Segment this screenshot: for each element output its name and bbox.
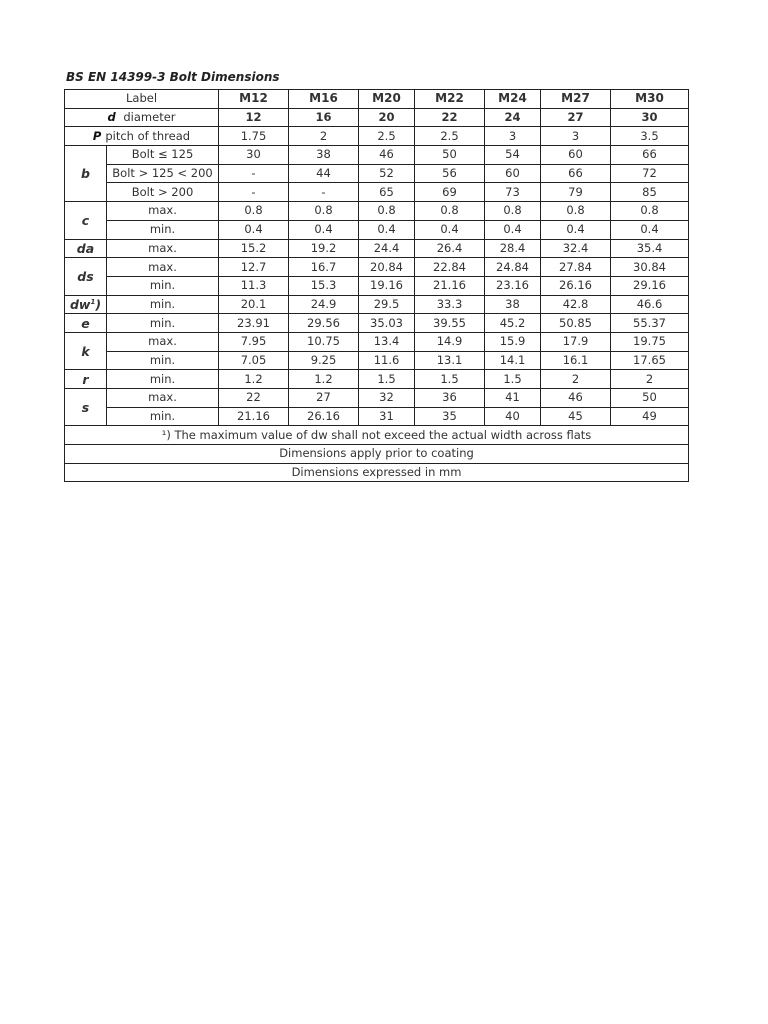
table-cell: 2.5: [415, 127, 485, 146]
row-sublabel: max.: [107, 258, 219, 277]
row-symbol: r: [65, 370, 107, 389]
table-cell: 38: [485, 295, 541, 314]
table-cell: 33.3: [415, 295, 485, 314]
row-symbol: da: [65, 239, 107, 258]
table-cell: 45.2: [485, 314, 541, 333]
row-symbol: k: [65, 332, 107, 369]
row-symbol: e: [65, 314, 107, 333]
table-cell: 1.5: [359, 370, 415, 389]
row-symbol: s: [65, 389, 107, 426]
table-cell: 0.8: [359, 202, 415, 221]
table-cell: 7.05: [219, 351, 289, 370]
note-row: [65, 445, 689, 464]
table-cell: 36: [415, 389, 485, 408]
table-cell: 17.65: [611, 351, 689, 370]
table-cell: 16: [289, 108, 359, 127]
size-header: M30: [611, 90, 689, 109]
table-cell: 17.9: [541, 332, 611, 351]
table-cell: 49: [611, 407, 689, 426]
table-cell: 2: [541, 370, 611, 389]
table-cell: 22.84: [415, 258, 485, 277]
row-sublabel: max.: [107, 239, 219, 258]
row-sublabel: max.: [107, 389, 219, 408]
table-row: [65, 258, 689, 277]
row-symbol: [65, 295, 107, 314]
table-cell: 0.8: [415, 202, 485, 221]
table-cell: 13.1: [415, 351, 485, 370]
table-cell: 50: [611, 389, 689, 408]
table-row: [65, 220, 689, 239]
row-sublabel: Bolt ≤ 125: [107, 146, 219, 165]
table-cell: 66: [541, 164, 611, 183]
note-text: Dimensions apply prior to coating: [65, 445, 689, 464]
table-cell: 27: [289, 389, 359, 408]
table-cell: 0.8: [485, 202, 541, 221]
row-desc: diameter: [123, 110, 176, 125]
table-row: [65, 239, 689, 258]
table-cell: 7.95: [219, 332, 289, 351]
row-label: [65, 108, 219, 127]
table-cell: -: [289, 183, 359, 202]
table-cell: 19.2: [289, 239, 359, 258]
table-cell: 15.9: [485, 332, 541, 351]
table-row: [65, 164, 689, 183]
table-cell: 69: [415, 183, 485, 202]
table-cell: 3: [485, 127, 541, 146]
table-cell: 0.4: [219, 220, 289, 239]
footnote-marker: 1: [90, 297, 96, 306]
table-cell: 24: [485, 108, 541, 127]
table-row: [65, 202, 689, 221]
table-cell: 9.25: [289, 351, 359, 370]
table-cell: 16.7: [289, 258, 359, 277]
table-cell: 79: [541, 183, 611, 202]
size-header: M24: [485, 90, 541, 109]
table-cell: 30: [611, 108, 689, 127]
table-cell: 31: [359, 407, 415, 426]
note-text: Dimensions expressed in mm: [65, 463, 689, 482]
table-cell: 1.2: [289, 370, 359, 389]
table-cell: 21.16: [415, 276, 485, 295]
table-cell: 14.1: [485, 351, 541, 370]
table-cell: 46: [541, 389, 611, 408]
table-cell: 20.1: [219, 295, 289, 314]
size-header: M20: [359, 90, 415, 109]
table-cell: 20: [359, 108, 415, 127]
table-cell: 0.8: [219, 202, 289, 221]
table-row: [65, 389, 689, 408]
table-cell: 16.1: [541, 351, 611, 370]
table-cell: 10.75: [289, 332, 359, 351]
table-cell: 39.55: [415, 314, 485, 333]
table-cell: 15.2: [219, 239, 289, 258]
table-cell: 30.84: [611, 258, 689, 277]
row-sublabel: min.: [107, 351, 219, 370]
table-cell: 11.6: [359, 351, 415, 370]
table-cell: 42.8: [541, 295, 611, 314]
table-cell: 12.7: [219, 258, 289, 277]
row-sublabel: min.: [107, 295, 219, 314]
table-cell: 27.84: [541, 258, 611, 277]
row-sublabel: min.: [107, 276, 219, 295]
table-cell: 85: [611, 183, 689, 202]
row-symbol: d: [107, 110, 116, 125]
table-cell: 0.4: [611, 220, 689, 239]
table-cell: 0.4: [289, 220, 359, 239]
table-cell: 46.6: [611, 295, 689, 314]
table-cell: 26.16: [289, 407, 359, 426]
table-cell: 35.03: [359, 314, 415, 333]
table-cell: 0.4: [359, 220, 415, 239]
table-row: [65, 183, 689, 202]
row-sublabel: max.: [107, 202, 219, 221]
table-cell: 60: [485, 164, 541, 183]
row-sublabel: Bolt > 200: [107, 183, 219, 202]
table-cell: 1.5: [415, 370, 485, 389]
table-cell: 65: [359, 183, 415, 202]
table-cell: 2: [289, 127, 359, 146]
row-sublabel: max.: [107, 332, 219, 351]
size-header: M16: [289, 90, 359, 109]
table-cell: 73: [485, 183, 541, 202]
table-row: [65, 370, 689, 389]
table-cell: 29.56: [289, 314, 359, 333]
table-cell: 13.4: [359, 332, 415, 351]
table-cell: 26.4: [415, 239, 485, 258]
table-cell: 66: [611, 146, 689, 165]
table-cell: 0.4: [541, 220, 611, 239]
table-cell: 19.16: [359, 276, 415, 295]
table-cell: 32: [359, 389, 415, 408]
table-row: [65, 127, 689, 146]
table-cell: 11.3: [219, 276, 289, 295]
size-header: M12: [219, 90, 289, 109]
label-header: Label: [65, 90, 219, 109]
table-cell: 29.5: [359, 295, 415, 314]
row-sublabel: Bolt > 125 < 200: [107, 164, 219, 183]
table-cell: -: [219, 164, 289, 183]
table-cell: 1.5: [485, 370, 541, 389]
table-cell: 52: [359, 164, 415, 183]
table-cell: 54: [485, 146, 541, 165]
table-cell: 20.84: [359, 258, 415, 277]
table-cell: 12: [219, 108, 289, 127]
table-cell: 24.84: [485, 258, 541, 277]
table-cell: 32.4: [541, 239, 611, 258]
table-cell: 50.85: [541, 314, 611, 333]
page-title: BS EN 14399-3 Bolt Dimensions: [66, 70, 280, 84]
table-cell: 28.4: [485, 239, 541, 258]
table-cell: 35.4: [611, 239, 689, 258]
table-cell: 0.8: [289, 202, 359, 221]
table-cell: 23.16: [485, 276, 541, 295]
table-cell: 2: [611, 370, 689, 389]
table-row: [65, 146, 689, 165]
table-cell: 21.16: [219, 407, 289, 426]
table-cell: 0.8: [611, 202, 689, 221]
table-cell: 40: [485, 407, 541, 426]
bolt-dimensions-table: [64, 89, 689, 482]
table-cell: 22: [219, 389, 289, 408]
table-row: [65, 295, 689, 314]
footnote-row: [65, 426, 689, 445]
table-row: [65, 351, 689, 370]
table-cell: 0.4: [415, 220, 485, 239]
row-symbol: c: [65, 202, 107, 239]
row-sublabel: min.: [107, 220, 219, 239]
table-cell: 0.8: [541, 202, 611, 221]
row-sublabel: min.: [107, 314, 219, 333]
table-cell: 35: [415, 407, 485, 426]
note-row: [65, 463, 689, 482]
size-header: M27: [541, 90, 611, 109]
table-cell: 24.4: [359, 239, 415, 258]
table-cell: 29.16: [611, 276, 689, 295]
table-row: [65, 407, 689, 426]
table-row: [65, 332, 689, 351]
table-cell: 24.9: [289, 295, 359, 314]
table-cell: 19.75: [611, 332, 689, 351]
table-cell: 30: [219, 146, 289, 165]
table-cell: 46: [359, 146, 415, 165]
table-cell: 3.5: [611, 127, 689, 146]
table-cell: 2.5: [359, 127, 415, 146]
table-cell: 1.75: [219, 127, 289, 146]
table-cell: 50: [415, 146, 485, 165]
table-row: [65, 108, 689, 127]
row-symbol: P: [92, 128, 102, 143]
table-cell: 44: [289, 164, 359, 183]
header-row: [65, 90, 689, 109]
row-sublabel: min.: [107, 407, 219, 426]
table-cell: 23.91: [219, 314, 289, 333]
table-cell: 26.16: [541, 276, 611, 295]
table-cell: 41: [485, 389, 541, 408]
table-cell: 56: [415, 164, 485, 183]
table-cell: 38: [289, 146, 359, 165]
size-header: M22: [415, 90, 485, 109]
footnote-suffix: ): [95, 296, 102, 312]
table-cell: 14.9: [415, 332, 485, 351]
table-cell: 0.4: [485, 220, 541, 239]
row-label: [65, 127, 219, 146]
table-cell: -: [219, 183, 289, 202]
table-cell: 1.2: [219, 370, 289, 389]
table-cell: 3: [541, 127, 611, 146]
table-cell: 45: [541, 407, 611, 426]
footnote-text: ¹) The maximum value of dw shall not exceed the actual width across flats: [65, 426, 689, 445]
row-symbol: b: [65, 146, 107, 202]
table-row: [65, 276, 689, 295]
table-cell: 27: [541, 108, 611, 127]
row-symbol: ds: [65, 258, 107, 295]
row-symbol-text: dw: [69, 296, 91, 312]
table-cell: 60: [541, 146, 611, 165]
table-row: [65, 314, 689, 333]
table-cell: 22: [415, 108, 485, 127]
table-cell: 72: [611, 164, 689, 183]
row-sublabel: min.: [107, 370, 219, 389]
row-desc: pitch of thread: [105, 128, 191, 143]
table-cell: 55.37: [611, 314, 689, 333]
table-cell: 15.3: [289, 276, 359, 295]
